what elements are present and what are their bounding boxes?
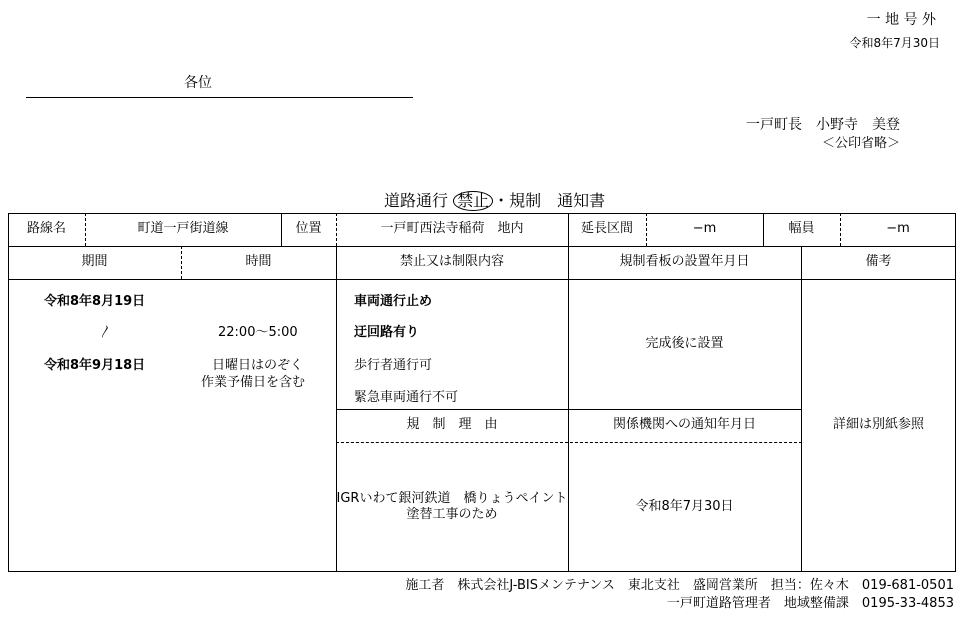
restriction-vehicle-closure: 車両通行止め <box>354 294 433 309</box>
reason-line-1: IGRいわて銀河鉄道 橋りょうペイント <box>336 490 568 506</box>
time-note-reserve-days: 作業予備日を含む <box>201 375 306 390</box>
extension-label: 延長区間 <box>580 221 633 237</box>
issue-date: 令和8年7月30日 <box>849 36 940 50</box>
title-circled-prohibition: 禁止 <box>453 191 493 211</box>
extension-value: −m <box>692 221 717 237</box>
seal-note: ＜公印省略＞ <box>822 136 901 151</box>
document-title <box>384 188 605 211</box>
recipient-underline <box>26 97 413 98</box>
restriction-pedestrians: 歩行者通行可 <box>354 358 433 373</box>
sender-name: 一戸町長 小野寺 美登 <box>746 117 900 133</box>
start-date: 令和8年8月19日 <box>44 294 146 309</box>
route-value: 町道一戸街道線 <box>137 221 229 237</box>
restriction-detour: 迂回路有り <box>354 325 420 340</box>
reason-line-2: 塗替工事のため <box>406 507 498 522</box>
title-suffix: 規制 通知書 <box>509 191 606 210</box>
width-label: 幅員 <box>788 221 815 237</box>
route-label: 路線名 <box>26 221 66 237</box>
remarks-value: 詳細は別紙参照 <box>832 417 924 433</box>
reason-header: 規 制 理 由 <box>406 417 498 433</box>
hours-value: 22:00～5:00 <box>218 325 298 340</box>
document-number: 一 地 号 外 <box>866 12 936 28</box>
road-manager-info: 一戸町道路管理者 地域整備課 0195-33-4853 <box>666 596 954 611</box>
reason-value <box>336 442 568 572</box>
period-header: 期間 <box>81 254 108 270</box>
sign-date-header: 規制看板の設置年月日 <box>619 254 750 270</box>
end-date: 令和8年9月18日 <box>44 358 146 373</box>
notify-header: 関係機関への通知年月日 <box>612 417 756 433</box>
remarks-header: 備考 <box>865 254 892 270</box>
notify-date-value: 令和8年7月30日 <box>635 498 734 514</box>
title-middle: ・ <box>493 191 510 210</box>
sign-date-value: 完成後に設置 <box>645 335 724 351</box>
width-value: −m <box>886 221 910 237</box>
time-header: 時間 <box>245 254 272 270</box>
location-label: 位置 <box>295 221 322 237</box>
period-tilde: 〳 <box>99 325 113 340</box>
contractor-info: 施工者 株式会社J-BISメンテナンス 東北支社 盛岡営業所 担当：佐々木 019-681-0501 <box>405 578 954 593</box>
title-prefix: 道路通行 <box>384 191 449 210</box>
restriction-emergency: 緊急車両通行不可 <box>354 390 459 405</box>
location-value: 一戸町西法寺稲荷 地内 <box>380 221 524 237</box>
time-note-sundays: 日曜日はのぞく <box>212 358 304 373</box>
content-header: 禁止又は制限内容 <box>399 254 504 270</box>
recipient: 各位 <box>184 75 212 91</box>
